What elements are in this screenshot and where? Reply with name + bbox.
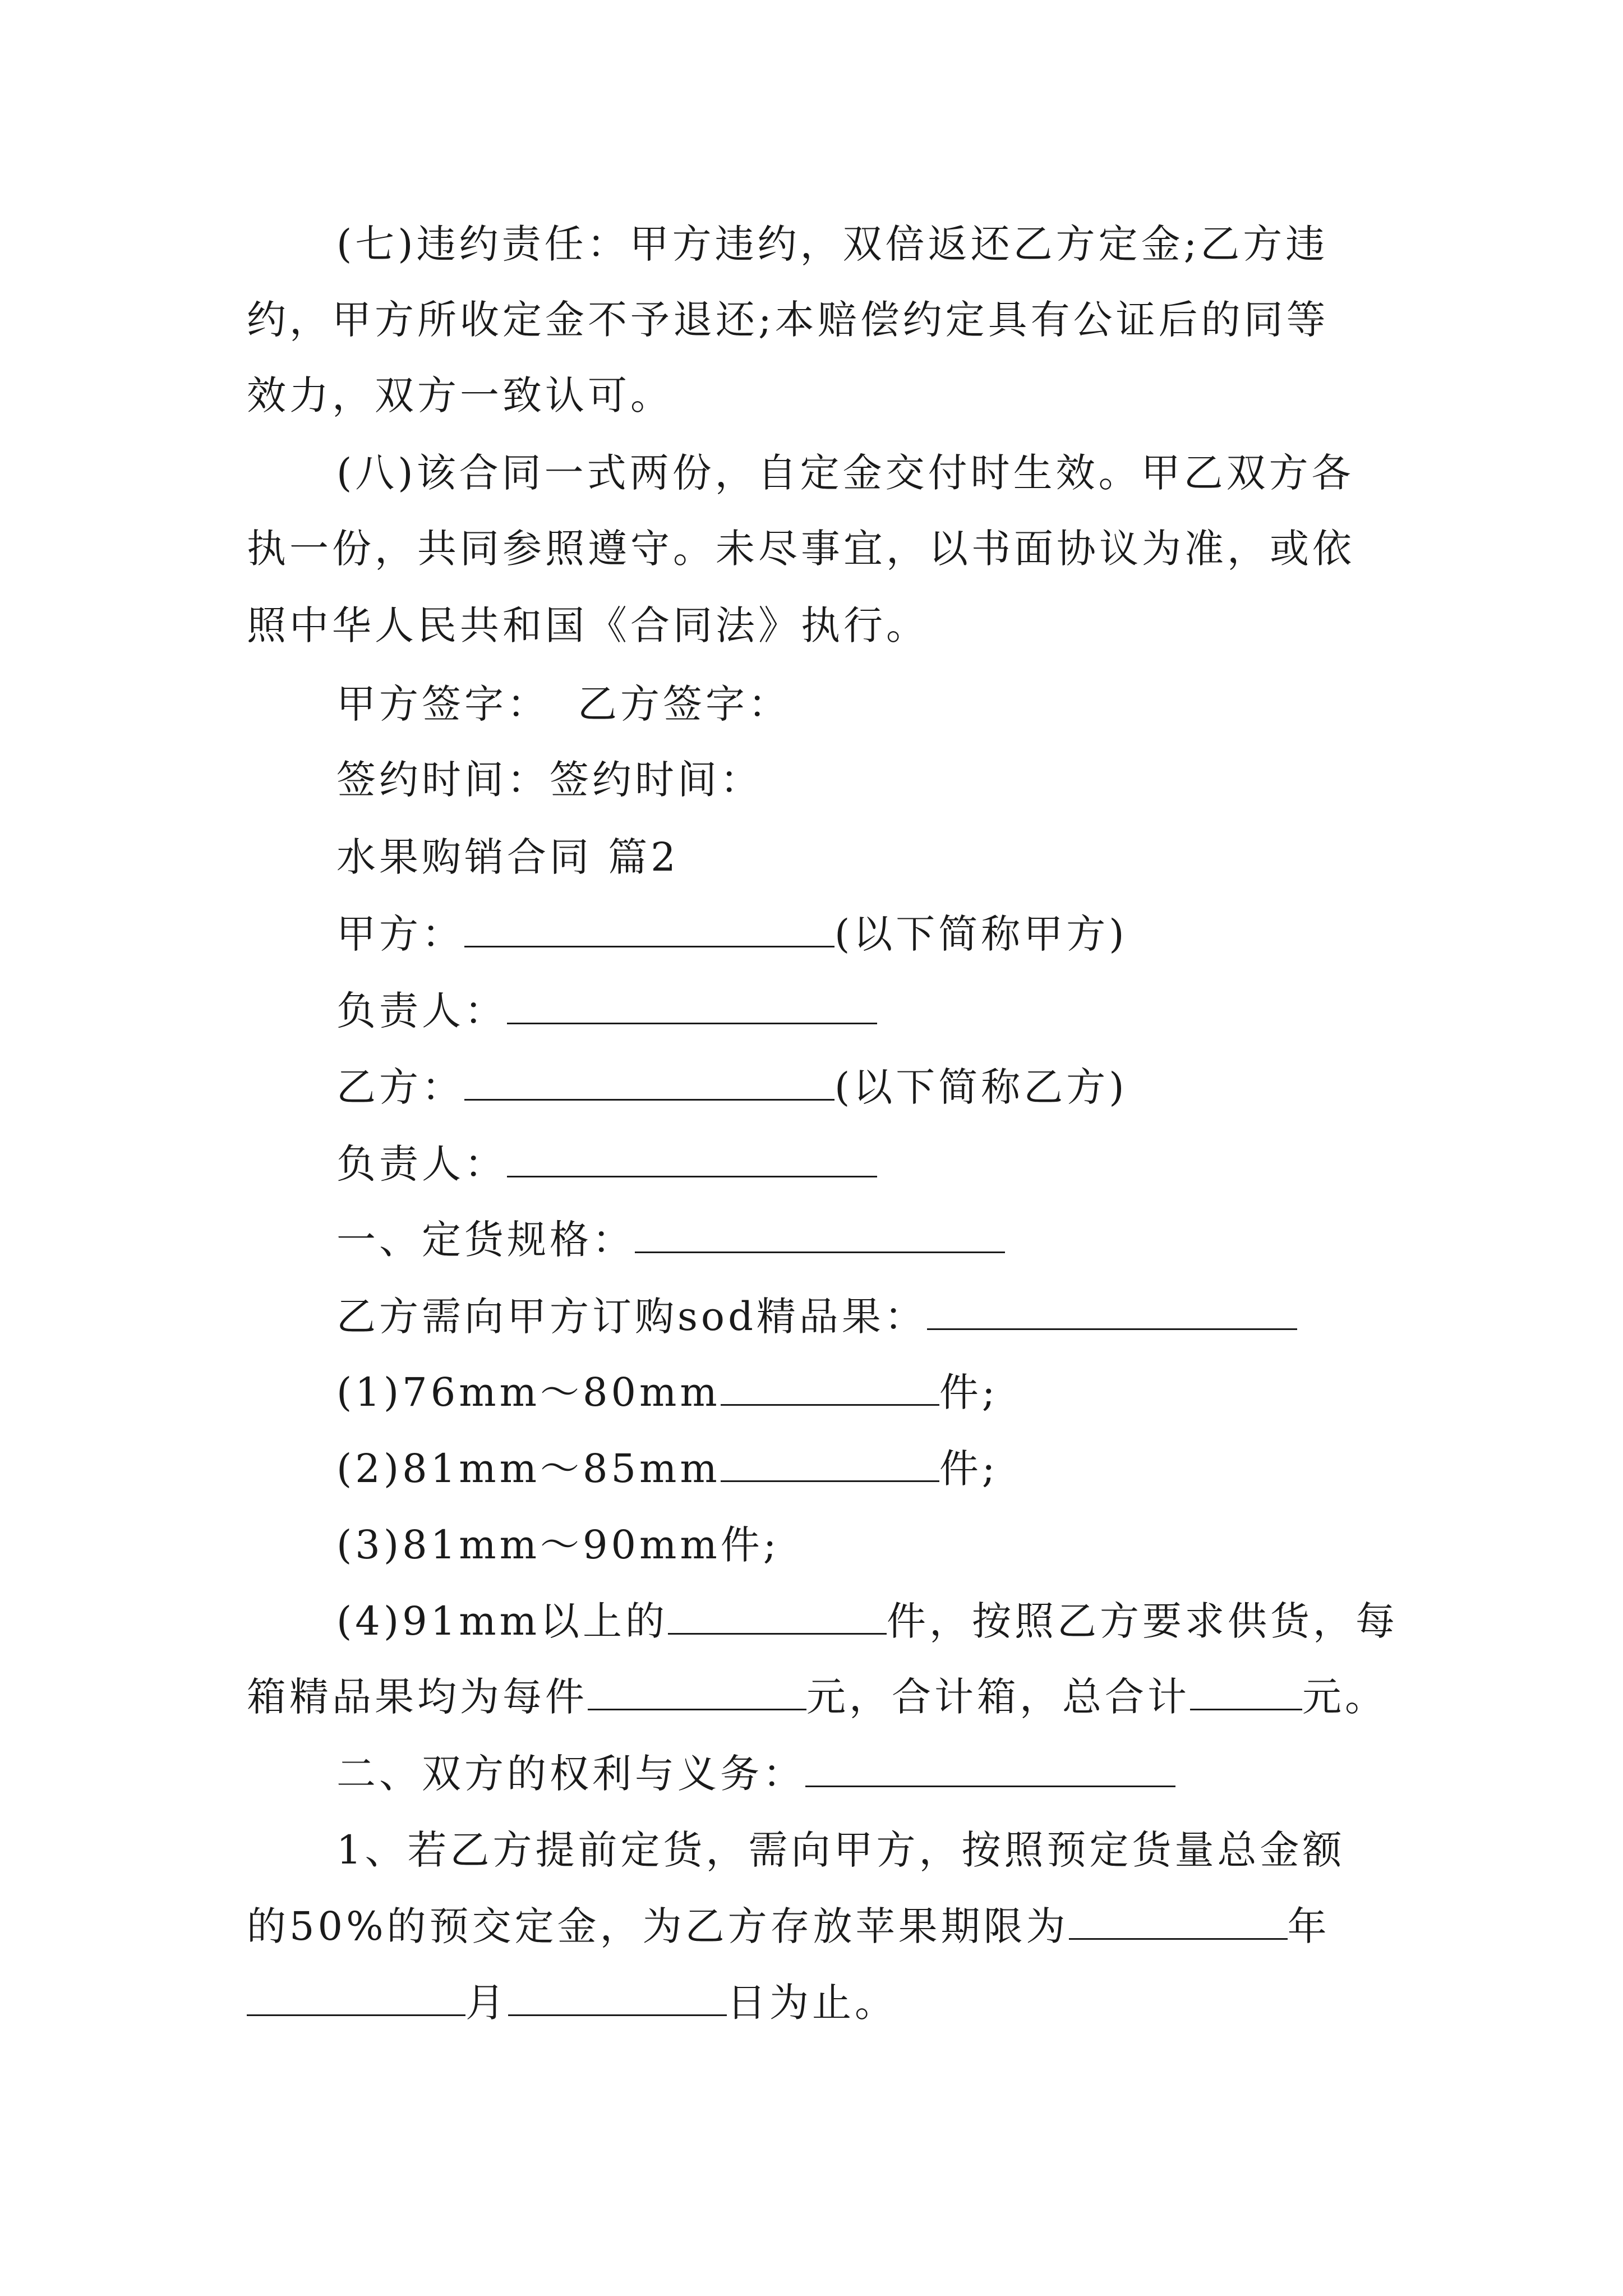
section1-heading: 一、定货规格：	[336, 1217, 635, 1263]
section2-heading-line	[336, 1751, 1481, 1796]
item1-line	[336, 1370, 1481, 1415]
party-a-rep-blank[interactable]	[507, 991, 877, 1024]
total-blank[interactable]	[1190, 1677, 1302, 1710]
item1-blank[interactable]	[721, 1373, 939, 1406]
section2-heading: 二、双方的权利与义务：	[336, 1751, 805, 1797]
month-label: 月	[465, 1980, 508, 2026]
clause8-line1: (八)该合同一式两份，自定金交付时生效。甲乙双方各	[336, 450, 1354, 496]
clause7-line3: 效力，双方一致认可。	[247, 372, 673, 418]
price-prefix: 箱精品果均为每件	[247, 1674, 588, 1720]
price-suffix: 元。	[1302, 1674, 1387, 1720]
party-a-rep-label: 负责人：	[336, 988, 507, 1034]
order-blank[interactable]	[927, 1297, 1297, 1330]
price-mid: 元，合计箱，总合计	[806, 1674, 1190, 1720]
item2-prefix: (2)81mm～85mm	[336, 1446, 721, 1492]
item3-line: (3)81mm～90mm件;	[336, 1522, 780, 1568]
party-b-rep-line	[336, 1142, 1481, 1186]
item2-blank[interactable]	[721, 1449, 939, 1482]
party-b-label: 乙方：	[336, 1064, 464, 1110]
party-a-blank[interactable]	[464, 914, 834, 947]
party-b-suffix: (以下简称乙方)	[834, 1064, 1128, 1110]
clause8-line3: 照中华人民共和国《合同法》执行。	[247, 602, 929, 648]
signature-line	[336, 682, 1481, 726]
item4-line	[336, 1599, 1481, 1644]
party-b-rep-blank[interactable]	[507, 1144, 877, 1177]
section2-blank[interactable]	[805, 1754, 1175, 1787]
contract2-title: 水果购销合同 篇2	[336, 834, 679, 880]
party-a-line	[336, 912, 1481, 956]
party-b-line	[336, 1065, 1481, 1110]
order-text: 乙方需向甲方订购sod精品果：	[336, 1294, 927, 1340]
spec-blank[interactable]	[635, 1220, 1005, 1253]
price-line	[247, 1674, 1391, 1719]
party-a-signature-label: 甲方签字：	[336, 681, 550, 727]
day-label: 日为止。	[727, 1980, 897, 2026]
month-blank[interactable]	[247, 1983, 465, 2016]
item1-prefix: (1)76mm～80mm	[336, 1369, 721, 1415]
item4-blank[interactable]	[668, 1602, 887, 1635]
section2-clause1-line1: 1、若乙方提前定货，需向甲方，按照预定货量总金额	[336, 1827, 1345, 1873]
party-a-label: 甲方：	[336, 911, 464, 957]
day-blank[interactable]	[508, 1983, 727, 2016]
item2-line	[336, 1446, 1481, 1491]
party-a-date-label: 签约时间：	[336, 757, 550, 803]
year-label: 年	[1287, 1903, 1330, 1949]
party-b-blank[interactable]	[464, 1068, 834, 1101]
party-b-signature-label: 乙方签字：	[578, 681, 791, 727]
clause7-line2: 约，甲方所收定金不予退还;本赔偿约定具有公证后的同等	[247, 297, 1329, 343]
party-a-suffix: (以下简称甲方)	[834, 911, 1128, 957]
party-b-date-label: 签约时间：	[550, 757, 763, 803]
party-b-rep-label: 负责人：	[336, 1141, 507, 1187]
signing-date-line	[336, 757, 1481, 802]
item4-prefix: (4)91mm以上的	[336, 1598, 668, 1644]
unit-price-blank[interactable]	[588, 1677, 806, 1710]
clause7-line1: (七)违约责任：甲方违约，双倍返还乙方定金;乙方违	[336, 221, 1329, 267]
deposit-text: 的50%的预交定金，为乙方存放苹果期限为	[247, 1903, 1069, 1949]
year-blank[interactable]	[1069, 1907, 1288, 1940]
item1-suffix: 件;	[939, 1369, 999, 1415]
order-line	[336, 1294, 1481, 1339]
item4-suffix: 件，按照乙方要求供货，每	[886, 1598, 1398, 1644]
section2-clause1-line2	[247, 1904, 1391, 1949]
clause8-line2: 执一份，共同参照遵守。未尽事宜，以书面协议为准，或依	[247, 526, 1355, 572]
party-a-rep-line	[336, 988, 1481, 1033]
section1-heading-line	[336, 1217, 1481, 1262]
section2-clause1-line3	[247, 1980, 1391, 2025]
item2-suffix: 件;	[939, 1446, 999, 1492]
